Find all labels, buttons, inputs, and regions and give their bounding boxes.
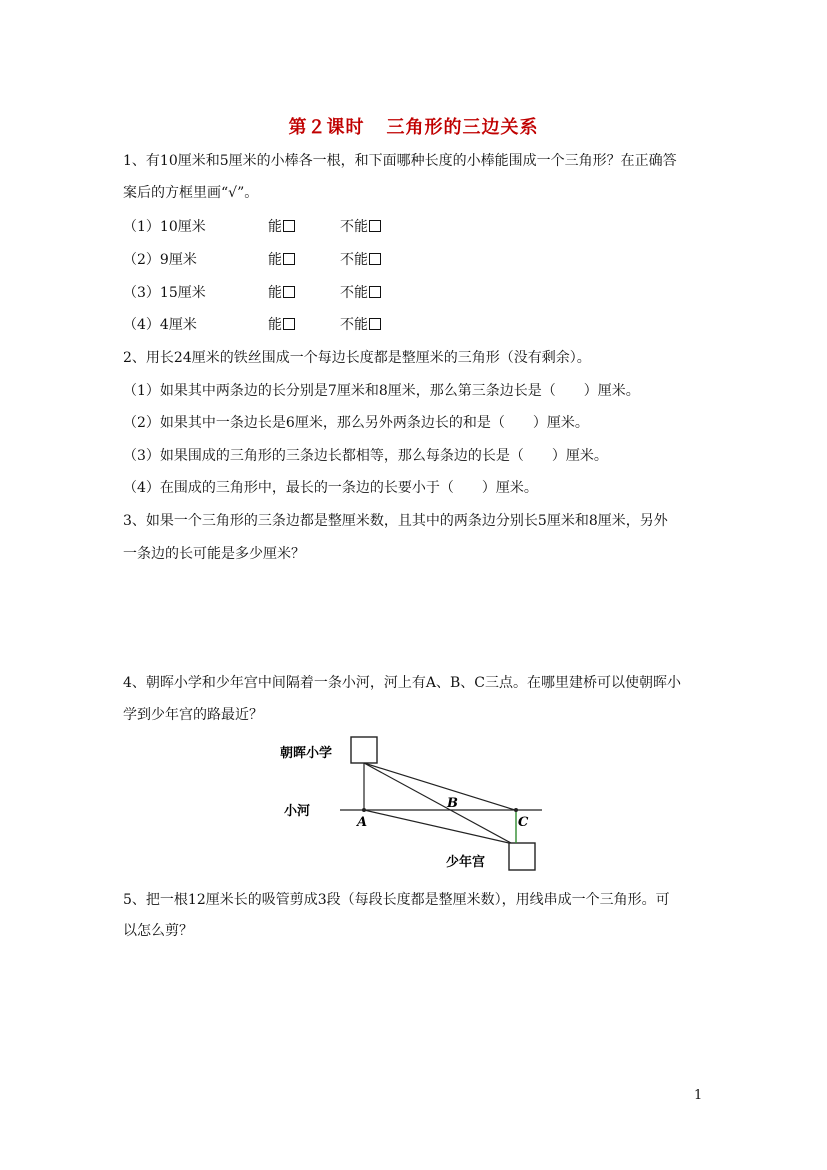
q4-line1: 4、朝晖小学和少年宫中间隔着一条小河，河上有A、B、C三点。在哪里建桥可以使朝晖小 <box>123 675 682 691</box>
q4-line2: 学到少年宫的路最近？ <box>123 707 263 723</box>
path-school-b-palace <box>364 763 511 843</box>
lesson-topic: 三角形的三边关系 <box>386 117 539 138</box>
q1-option-yes: 能 <box>268 216 295 236</box>
answer-checkbox[interactable] <box>283 286 295 298</box>
answer-checkbox[interactable] <box>369 286 381 298</box>
answer-checkbox[interactable] <box>369 253 381 265</box>
school-label: 朝晖小学 <box>280 746 333 761</box>
point-c-label: C <box>518 815 529 830</box>
answer-checkbox[interactable] <box>283 318 295 330</box>
point-c-dot <box>514 808 518 812</box>
bridge-diagram <box>278 732 548 878</box>
lesson-number: 第２课时 <box>288 117 365 138</box>
q2-item: （4）在围成的三角形中，最长的一条边的长要小于（ ）厘米。 <box>123 480 538 496</box>
q1-option-label: （1）10厘米 <box>123 219 206 235</box>
answer-checkbox[interactable] <box>283 253 295 265</box>
river-label: 小河 <box>284 804 311 819</box>
q1-stem-line1: 1、有10厘米和5厘米的小棒各一根，和下面哪种长度的小棒能围成一个三角形？在正确答 <box>123 153 677 169</box>
answer-checkbox[interactable] <box>369 220 381 232</box>
q1-option-no: 不能 <box>340 282 381 302</box>
q2-item: （1）如果其中两条边的长分别是7厘米和8厘米，那么第三条边长是（ ）厘米。 <box>123 383 640 399</box>
q3-line1: 3、如果一个三角形的三条边都是整厘米数，且其中的两条边分别长5厘米和8厘米，另外 <box>123 513 668 529</box>
point-b-label: B <box>447 796 458 811</box>
q1-option-yes: 能 <box>268 314 295 334</box>
path-a-palace <box>364 810 509 843</box>
page-number: 1 <box>694 1088 703 1103</box>
palace-label: 少年宫 <box>446 855 486 870</box>
q1-option-no: 不能 <box>340 249 381 269</box>
q5-line2: 以怎么剪？ <box>123 923 193 939</box>
answer-checkbox[interactable] <box>283 220 295 232</box>
q2-item: （3）如果围成的三角形的三条边长都相等，那么每条边的长是（ ）厘米。 <box>123 448 608 464</box>
page-title <box>0 113 827 139</box>
q2-stem: 2、用长24厘米的铁丝围成一个每边长度都是整厘米的三角形（没有剩余）。 <box>123 350 591 366</box>
answer-checkbox[interactable] <box>369 318 381 330</box>
q1-option-label: （3）15厘米 <box>123 285 206 301</box>
q1-option-yes: 能 <box>268 282 295 302</box>
q2-item: （2）如果其中一条边长是6厘米，那么另外两条边长的和是（ ）厘米。 <box>123 415 589 431</box>
path-school-c <box>364 763 515 810</box>
point-a-dot <box>362 808 366 812</box>
q1-option-label: （4）4厘米 <box>123 317 197 333</box>
point-a-label: A <box>357 815 368 830</box>
palace-box <box>509 843 535 870</box>
q1-option-no: 不能 <box>340 314 381 334</box>
q1-option-no: 不能 <box>340 216 381 236</box>
q5-line1: 5、把一根12厘米长的吸管剪成3段（每段长度都是整厘米数），用线串成一个三角形。可 <box>123 892 670 908</box>
q3-line2: 一条边的长可能是多少厘米？ <box>123 546 305 562</box>
q1-option-label: （2）9厘米 <box>123 252 197 268</box>
q1-stem-line2: 案后的方框里画“√”。 <box>123 185 259 201</box>
q1-option-yes: 能 <box>268 249 295 269</box>
school-box <box>351 737 377 763</box>
